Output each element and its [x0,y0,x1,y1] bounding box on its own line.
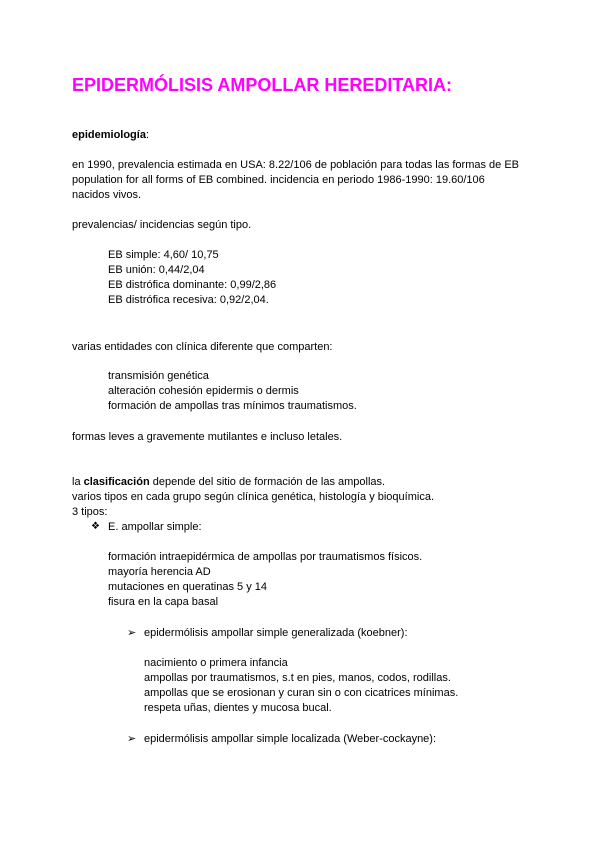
subtipo-item: respeta uñas, dientes y mucosa bucal. [144,702,332,714]
document-title: EPIDERMÓLISIS AMPOLLAR HEREDITARIA: [72,75,453,95]
entidad-item: transmisión genética [108,370,209,382]
arrow-bullet-icon: ➢ [127,627,137,639]
subtipo-item: ampollas por traumatismos, s.t en pies, manos, codos, rodillas. [144,672,451,684]
clasificacion-line [72,475,385,490]
diamond-bullet-icon: ❖ [91,521,100,532]
tipo1-item: fisura en la capa basal [108,596,219,608]
epidemiologia-text-line: nacidos vivos. [72,189,142,201]
tipo1-item: mutaciones en queratinas 5 y 14 [108,581,267,593]
epidemiologia-heading: epidemiología [72,129,146,141]
epidemiologia-text-line: population for all forms of EB combined. incidencia en periodo 1986-1990: 19.60/106 [72,174,485,186]
entidad-item: alteración cohesión epidermis o dermis [108,385,299,397]
prevalencia-item: EB distrófica dominante: 0,99/2,86 [108,279,277,291]
subtipo-item: nacimiento o primera infancia [144,657,288,669]
prevalencia-item: EB distrófica recesiva: 0,92/2,04. [108,294,269,306]
epidemiologia-colon: : [145,129,150,141]
tipo1-item: mayoría herencia AD [108,566,211,578]
epidemiologia-text-line: en 1990, prevalencia estimada en USA: 8.22/106 de población para todas las formas de EB [72,159,520,171]
subtipo-label: epidermólisis ampollar simple generalizada (koebner): [144,627,408,639]
clasificacion-suffix: depende del sitio de formación de las ampollas. [149,476,386,488]
entidades-intro: varias entidades con clínica diferente que comparten: [72,341,333,353]
entidad-item: formación de ampollas tras mínimos traumatismos. [108,400,357,412]
subtipo-label: epidermólisis ampollar simple localizada (Weber-cockayne): [144,733,437,745]
clasificacion-bold: clasificación [83,476,150,488]
epidemiologia-heading-line [72,128,149,143]
arrow-bullet-icon: ➢ [127,733,137,745]
formas-text: formas leves a gravemente mutilantes e incluso letales. [72,431,343,443]
clasificacion-line3: 3 tipos: [72,506,108,518]
prevalencia-item: EB unión: 0,44/2,04 [108,264,205,276]
tipo1-label: E. ampollar simple: [108,521,202,533]
prevalencias-intro: prevalencias/ incidencias según tipo. [72,219,252,231]
tipo1-item: formación intraepidérmica de ampollas por traumatismos físicos. [108,551,423,563]
subtipo-item: ampollas que se erosionan y curan sin o con cicatrices mínimas. [144,687,459,699]
clasificacion-prefix: la [72,476,84,488]
prevalencia-item: EB simple: 4,60/ 10,75 [108,249,219,261]
clasificacion-line2: varios tipos en cada grupo según clínica genética, histología y bioquímica. [72,491,434,503]
